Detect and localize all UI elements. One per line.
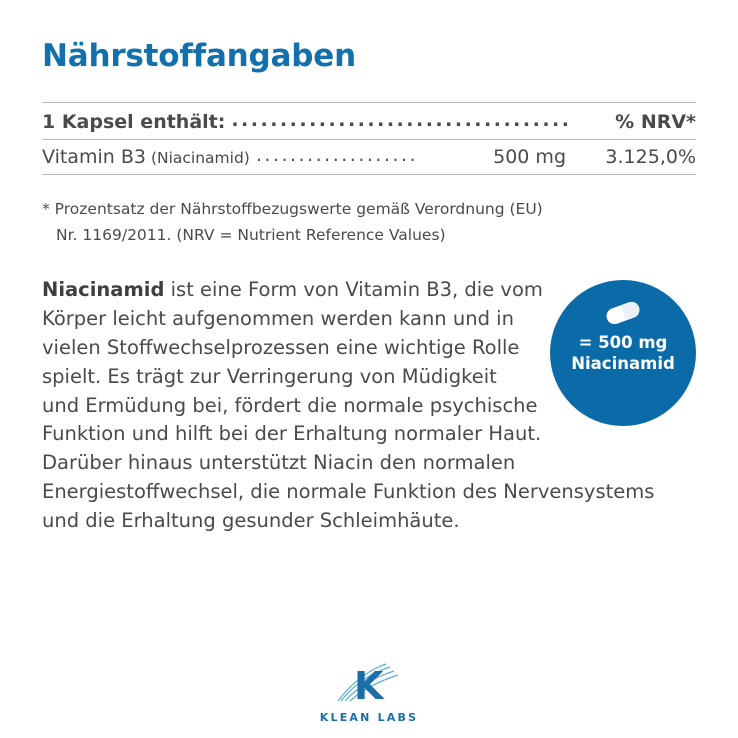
- table-bottom-divider: [42, 174, 696, 175]
- nutrient-form: (Niacinamid): [150, 149, 250, 167]
- badge-line-1: = 500 mg: [578, 333, 668, 353]
- page-title: Nährstoffangaben: [42, 38, 356, 74]
- badge-line-2: Niacinamid: [571, 354, 675, 374]
- footnote-line-2: Nr. 1169/2011. (NRV = Nutrient Reference Values): [56, 225, 446, 244]
- footnote-line-1: * Prozentsatz der Nährstoffbezugswerte gemäß Verordnung (EU): [42, 200, 543, 218]
- leader-dots: ...................................: [231, 109, 572, 131]
- capsule-icon: [603, 302, 643, 324]
- table-header-nrv: % NRV*: [615, 111, 696, 133]
- svg-text:K: K: [354, 664, 384, 705]
- klean-labs-wordmark: KLEAN LABS: [319, 711, 419, 724]
- klean-labs-mark-icon: [332, 659, 406, 705]
- nutrient-name: Vitamin B3: [42, 146, 146, 168]
- capsule-icon-svg: [603, 302, 643, 324]
- table-header-row: [42, 103, 696, 139]
- table-header-label: 1 Kapsel enthält:: [42, 111, 226, 133]
- description-body: ist eine Form von Vitamin B3, die vom Körper leicht aufgenommen werden kann und in vielen Stoffwechselprozessen eine wichtige Rolle spielt. Es trägt zur Verringerung von Müdigkeit und Ermüdung bei, fördert die normale psychische Funktion und hilft bei der Erhaltung normaler Haut. Darüber hinaus unterstützt Niacin den normalen Energiestoffwechsel, die normale Funktion des Nervensystems und die Erhaltung gesunder Schleimhäute.: [42, 278, 655, 532]
- table-row: [42, 140, 696, 174]
- dosage-badge: [550, 280, 696, 426]
- nutrient-amount: 500 mg: [493, 146, 566, 168]
- leader-dots: ...................: [255, 144, 419, 166]
- brand-logo: [0, 659, 738, 724]
- description-section: [42, 276, 696, 536]
- nutrient-nrv: 3.125,0%: [605, 146, 696, 168]
- nutrition-table: [42, 102, 696, 175]
- description-lead: Niacinamid: [42, 278, 165, 302]
- footnote: [42, 197, 696, 248]
